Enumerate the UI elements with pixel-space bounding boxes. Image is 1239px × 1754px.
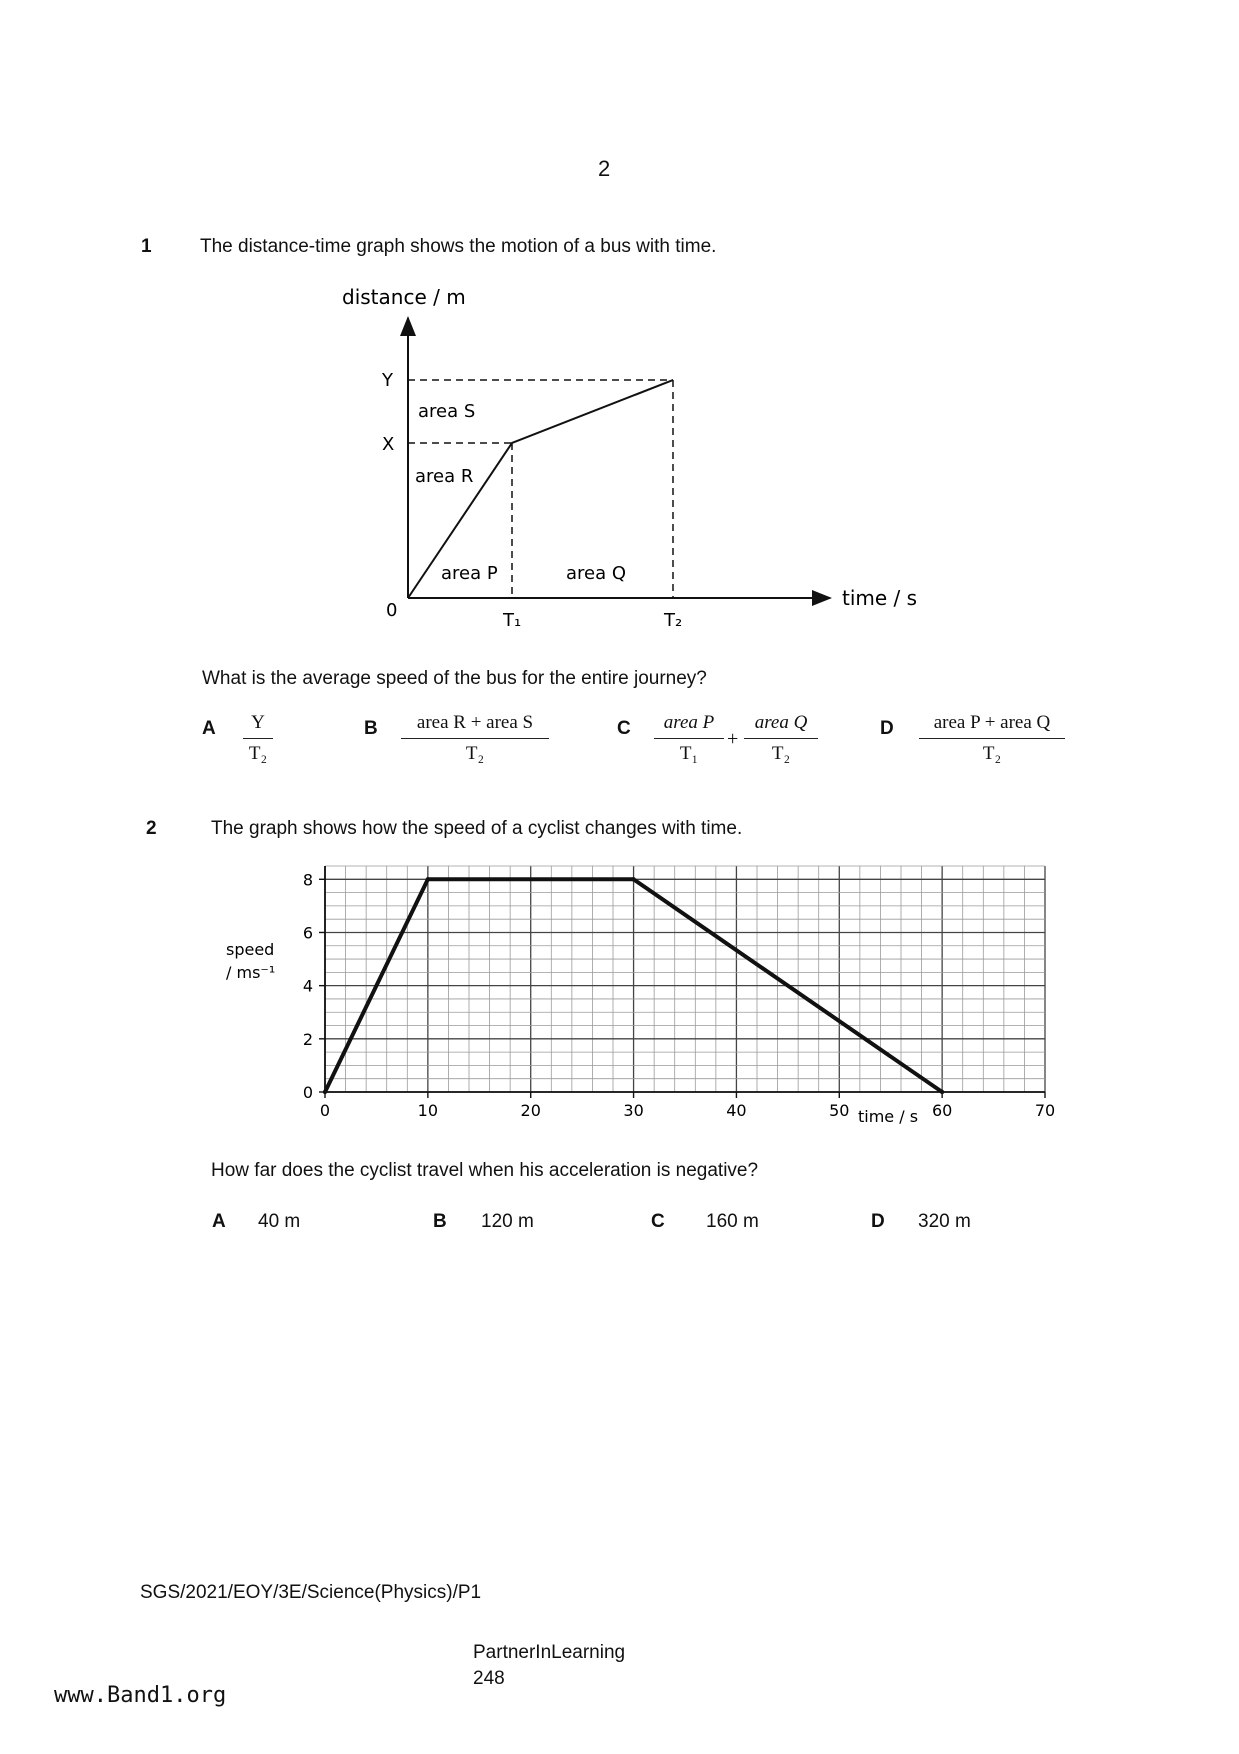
q2-option-b-value: 120 m bbox=[481, 1211, 534, 1232]
y-axis-label-line2: / ms⁻¹ bbox=[226, 963, 276, 982]
area-q-label: area Q bbox=[566, 563, 627, 584]
q1-option-d-fraction bbox=[919, 712, 1065, 765]
chart-grid bbox=[325, 866, 1045, 1092]
q1-option-b-letter: B bbox=[364, 718, 378, 739]
distance-time-graph bbox=[330, 278, 950, 638]
area-s-label: area S bbox=[418, 401, 476, 422]
x-tick-label: 60 bbox=[931, 1101, 953, 1120]
q1-option-b-denominator: T₂ bbox=[465, 743, 485, 764]
question-2-prompt: How far does the cyclist travel when his acceleration is negative? bbox=[211, 1160, 759, 1181]
q2-option-d-value: 320 m bbox=[918, 1211, 971, 1232]
area-r-label: area R bbox=[415, 466, 474, 487]
y-axis-label: distance / m bbox=[342, 285, 466, 309]
data-point bbox=[631, 877, 635, 881]
q1-option-c-fraction-1 bbox=[654, 712, 724, 765]
origin-label: 0 bbox=[386, 600, 398, 621]
q1-option-a-numerator: Y bbox=[251, 712, 265, 733]
x-tick-label: 50 bbox=[829, 1101, 850, 1120]
paper-code: SGS/2021/EOY/3E/Science(Physics)/P1 bbox=[140, 1582, 482, 1603]
area-p-label: area P bbox=[441, 563, 498, 584]
q1-option-c-plus: + bbox=[727, 728, 739, 750]
q1-option-c-denominator-1: T₁ bbox=[679, 743, 699, 764]
y-axis-label-line1: speed bbox=[226, 940, 275, 959]
data-point bbox=[323, 1090, 327, 1094]
y-tick-label: 2 bbox=[302, 1029, 313, 1049]
partner-page-number: 248 bbox=[473, 1668, 505, 1689]
q1-option-a-denominator: T₂ bbox=[248, 743, 268, 764]
x-tick-label: 20 bbox=[520, 1101, 541, 1120]
q1-option-c-fraction-2 bbox=[744, 712, 818, 765]
y-tick-label: 6 bbox=[302, 923, 313, 943]
question-1-number: 1 bbox=[141, 236, 152, 257]
q2-option-c-letter: C bbox=[651, 1211, 665, 1232]
question-1-prompt: What is the average speed of the bus for the entire journey? bbox=[202, 668, 707, 689]
data-point bbox=[940, 1090, 944, 1094]
q1-option-a-fraction bbox=[243, 712, 273, 765]
y-mark-X: X bbox=[382, 434, 395, 455]
q2-option-a-letter: A bbox=[212, 1211, 226, 1232]
speed-time-chart bbox=[210, 852, 1070, 1134]
t1-label: T₁ bbox=[503, 610, 522, 631]
page-number: 2 bbox=[598, 156, 611, 181]
data-point bbox=[426, 877, 430, 881]
q1-option-b-fraction bbox=[401, 712, 549, 765]
y-mark-Y: Y bbox=[382, 370, 393, 391]
q2-option-a-value: 40 m bbox=[258, 1211, 301, 1232]
q2-option-c-value: 160 m bbox=[706, 1211, 759, 1232]
q1-option-d-letter: D bbox=[880, 718, 894, 739]
question-1-text: The distance-time graph shows the motion of a bus with time. bbox=[200, 236, 717, 257]
question-2-text: The graph shows how the speed of a cyclist changes with time. bbox=[211, 818, 743, 839]
y-tick-label: 8 bbox=[302, 870, 313, 890]
q1-option-b-numerator: area R + area S bbox=[416, 712, 534, 733]
q2-option-d-letter: D bbox=[871, 1211, 885, 1232]
partner-label: PartnerInLearning bbox=[473, 1642, 626, 1663]
q1-option-c-denominator-2: T₂ bbox=[771, 743, 791, 764]
q1-option-c-letter: C bbox=[617, 718, 631, 739]
q1-option-c-numerator-1: area P bbox=[663, 712, 715, 733]
x-tick-label: 10 bbox=[417, 1101, 439, 1120]
q2-option-b-letter: B bbox=[433, 1211, 447, 1232]
x-tick-label: 30 bbox=[623, 1101, 644, 1120]
x-tick-label: 0 bbox=[319, 1101, 331, 1120]
q1-option-d-numerator: area P + area Q bbox=[933, 712, 1051, 733]
q1-option-a-letter: A bbox=[202, 718, 216, 739]
y-tick-label: 4 bbox=[302, 976, 313, 996]
question-2-number: 2 bbox=[146, 818, 157, 839]
x-axis-label: time / s bbox=[842, 586, 918, 610]
y-tick-label: 0 bbox=[302, 1083, 313, 1102]
x-tick-label: 70 bbox=[1034, 1101, 1056, 1120]
website-url: www.Band1.org bbox=[54, 1683, 227, 1708]
q1-option-d-denominator: T₂ bbox=[982, 743, 1002, 764]
x-axis-label: time / s bbox=[858, 1107, 919, 1126]
q1-option-c-numerator-2: area Q bbox=[754, 712, 808, 733]
t2-label: T₂ bbox=[664, 610, 683, 631]
x-tick-label: 40 bbox=[726, 1101, 747, 1120]
